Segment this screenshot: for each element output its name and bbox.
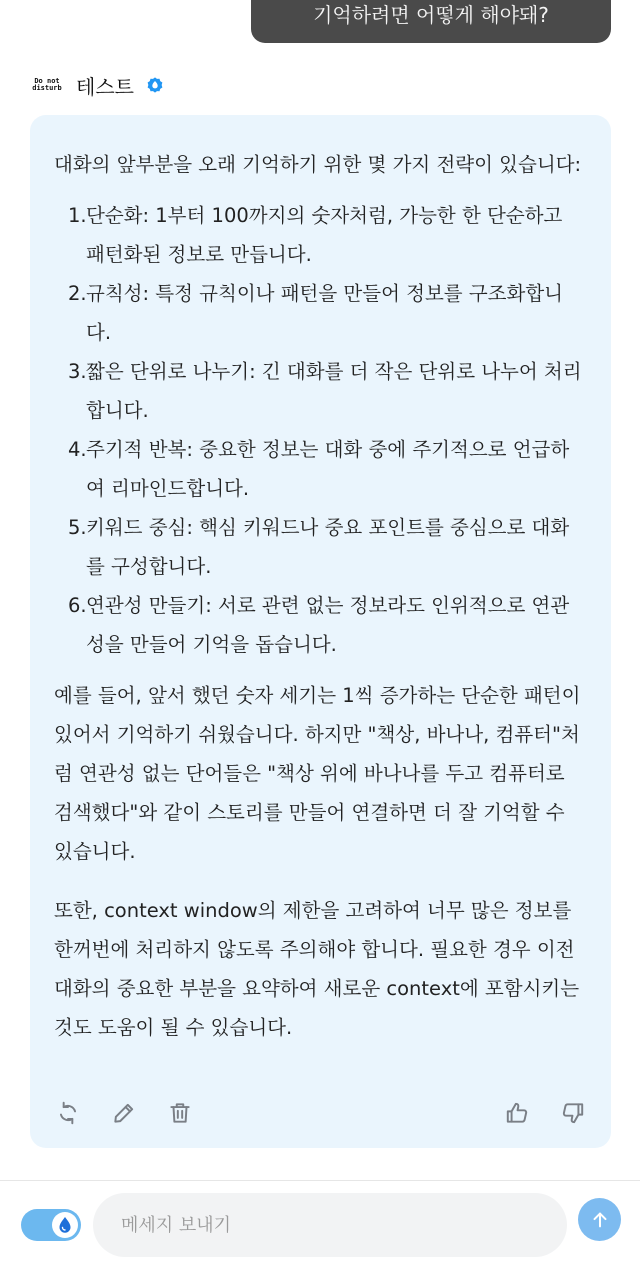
list-item (54, 274, 585, 352)
refresh-icon (55, 1100, 81, 1126)
list-item-text: 연관성 만들기: 서로 관련 없는 정보라도 인위적으로 연관성을 만들어 기억을 돕습니다. (86, 594, 570, 656)
edit-button[interactable] (110, 1099, 138, 1127)
list-item-text: 단순화: 1부터 100까지의 숫자처럼, 가능한 한 단순하고 패턴화된 정보로 만듭니다. (86, 204, 563, 266)
toggle-knob (52, 1212, 78, 1238)
list-item (54, 352, 585, 430)
mode-toggle[interactable] (21, 1209, 81, 1241)
user-message-text: 기억하려면 어떻게 해야돼? (313, 3, 549, 27)
answer-example-paragraph: 예를 들어, 앞서 했던 숫자 세기는 1씩 증가하는 단순한 패턴이 있어서 기억하기 쉬웠습니다. 하지만 "책상, 바나나, 컴퓨터"처럼 연관성 없는 단어들은 "책상 위에 바나나를 두고 컴퓨터로 검색했다"와 같이 스토리를 만들어 연결하면 더 잘 기억할 수 있습니다. (54, 684, 581, 863)
trash-icon (167, 1100, 193, 1126)
delete-button[interactable] (166, 1099, 194, 1127)
bot-header (30, 68, 164, 102)
list-item (54, 196, 585, 274)
regenerate-button[interactable] (54, 1099, 82, 1127)
list-item-text: 주기적 반복: 중요한 정보는 대화 중에 주기적으로 언급하여 리마인드합니다. (86, 438, 570, 500)
list-item-number: 6. (68, 594, 87, 617)
message-input[interactable] (93, 1193, 567, 1257)
list-item-number: 3. (68, 360, 87, 383)
pencil-icon (111, 1100, 137, 1126)
arrow-up-icon (589, 1209, 611, 1231)
list-item-number: 5. (68, 516, 87, 539)
answer-actions-left (54, 1099, 194, 1127)
bot-avatar[interactable] (30, 68, 64, 102)
message-composer (0, 1181, 640, 1269)
answer-actions (54, 1093, 587, 1133)
list-item-number: 4. (68, 438, 87, 461)
list-item-text: 짧은 단위로 나누기: 긴 대화를 더 작은 단위로 나누어 처리합니다. (86, 360, 582, 422)
send-button[interactable] (578, 1198, 621, 1241)
list-item (54, 508, 585, 586)
dislike-button[interactable] (559, 1099, 587, 1127)
strategy-list (54, 196, 585, 664)
list-item-text: 규칙성: 특정 규칙이나 패턴을 만들어 정보를 구조화합니다. (86, 282, 564, 344)
answer-intro: 대화의 앞부분을 오래 기억하기 위한 몇 가지 전략이 있습니다: (54, 153, 582, 176)
user-message-bubble (251, 0, 611, 43)
thumbs-down-icon (560, 1100, 586, 1126)
thumbs-up-icon (504, 1100, 530, 1126)
bot-avatar-text: Do not disturb (32, 77, 62, 92)
answer-actions-right (503, 1099, 587, 1127)
bot-name[interactable]: 테스트 (76, 74, 134, 99)
verified-badge-icon (146, 76, 164, 94)
list-item (54, 430, 585, 508)
bot-answer-card (30, 115, 611, 1148)
water-drop-icon (55, 1215, 75, 1235)
like-button[interactable] (503, 1099, 531, 1127)
list-item (54, 586, 585, 664)
answer-context-paragraph: 또한, context window의 제한을 고려하여 너무 많은 정보를 한꺼번에 처리하지 않도록 주의해야 합니다. 필요한 경우 이전 대화의 중요한 부분을 요약하여 새로운 context에 포함시키는 것도 도움이 될 수 있습니다. (54, 899, 580, 1039)
list-item-number: 2. (68, 282, 87, 305)
list-item-number: 1. (68, 204, 87, 227)
list-item-text: 키워드 중심: 핵심 키워드나 중요 포인트를 중심으로 대화를 구성합니다. (86, 516, 570, 578)
